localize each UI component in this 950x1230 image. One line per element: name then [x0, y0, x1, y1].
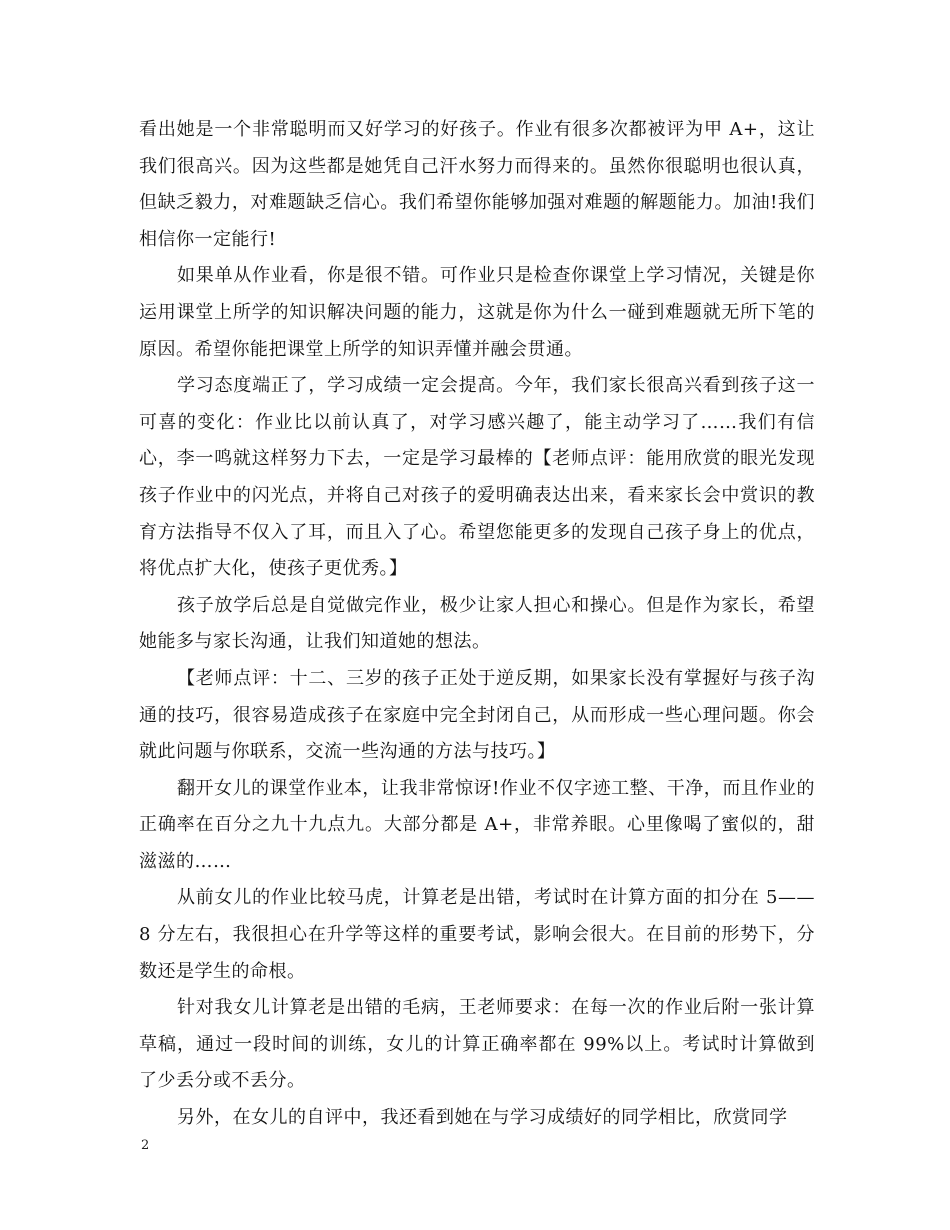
- paragraph: 针对我女儿计算老是出错的毛病，王老师要求：在每一次的作业后附一张计算草稿，通过一段时间的训练，女儿的计算正确率都在 99%以上。考试时计算做到了少丢分或不丢分。: [139, 997, 815, 1092]
- paragraph-teacher-comment: 【老师点评：十二、三岁的孩子正处于逆反期，如果家长没有掌握好与孩子沟通的技巧，很容易造成孩子在家庭中完全封闭自己，从而形成一些心理问题。你会就此问题与你联系，交流一些沟通的方法与技巧。】: [139, 667, 815, 763]
- paragraph: 学习态度端正了，学习成绩一定会提高。今年，我们家长很高兴看到孩子这一可喜的变化：作业比以前认真了，对学习感兴趣了，能主动学习了……我们有信心，李一鸣就这样努力下去，一定是学习最棒的【老师点评：能用欣赏的眼光发现孩子作业中的闪光点，并将自己对孩子的爱明确表达出来，看来家长会中赏识的教育方法指导不仅入了耳，而且入了心。希望您能更多的发现自己孩子身上的优点，将优点扩大化，使孩子更优秀。】: [139, 375, 815, 580]
- page-number: 2: [141, 1138, 150, 1153]
- paragraph: 从前女儿的作业比较马虎，计算老是出错，考试时在计算方面的扣分在 5——8 分左右，我很担心在升学等这样的重要考试，影响会很大。在目前的形势下，分数还是学生的命根。: [139, 887, 815, 982]
- paragraph-continued: 看出她是一个非常聪明而又好学习的好孩子。作业有很多次都被评为甲 A+，这让我们很高兴。因为这些都是她凭自己汗水努力而得来的。虽然你很聪明也很认真，但缺乏毅力，对难题缺乏信心。我们希望你能够加强对难题的解题能力。加油!我们相信你一定能行!: [139, 119, 815, 250]
- paragraph: 孩子放学后总是自觉做完作业，极少让家人担心和操心。但是作为家长，希望她能多与家长沟通，让我们知道她的想法。: [139, 594, 815, 653]
- paragraph-truncated: 另外，在女儿的自评中，我还看到她在与学习成绩好的同学相比，欣赏同学: [177, 1107, 788, 1129]
- paragraph: 如果单从作业看，你是很不错。可作业只是检查你课堂上学习情况，关键是你运用课堂上所学的知识解决问题的能力，这就是你为什么一碰到难题就无所下笔的原因。希望你能把课堂上所学的知识弄懂并融会贯通。: [139, 265, 815, 360]
- paragraph: 翻开女儿的课堂作业本，让我非常惊讶!作业不仅字迹工整、干净，而且作业的正确率在百分之九十九点九。大部分都是 A+，非常养眼。心里像喝了蜜似的，甜滋滋的……: [139, 777, 815, 872]
- document-body: [139, 112, 815, 1137]
